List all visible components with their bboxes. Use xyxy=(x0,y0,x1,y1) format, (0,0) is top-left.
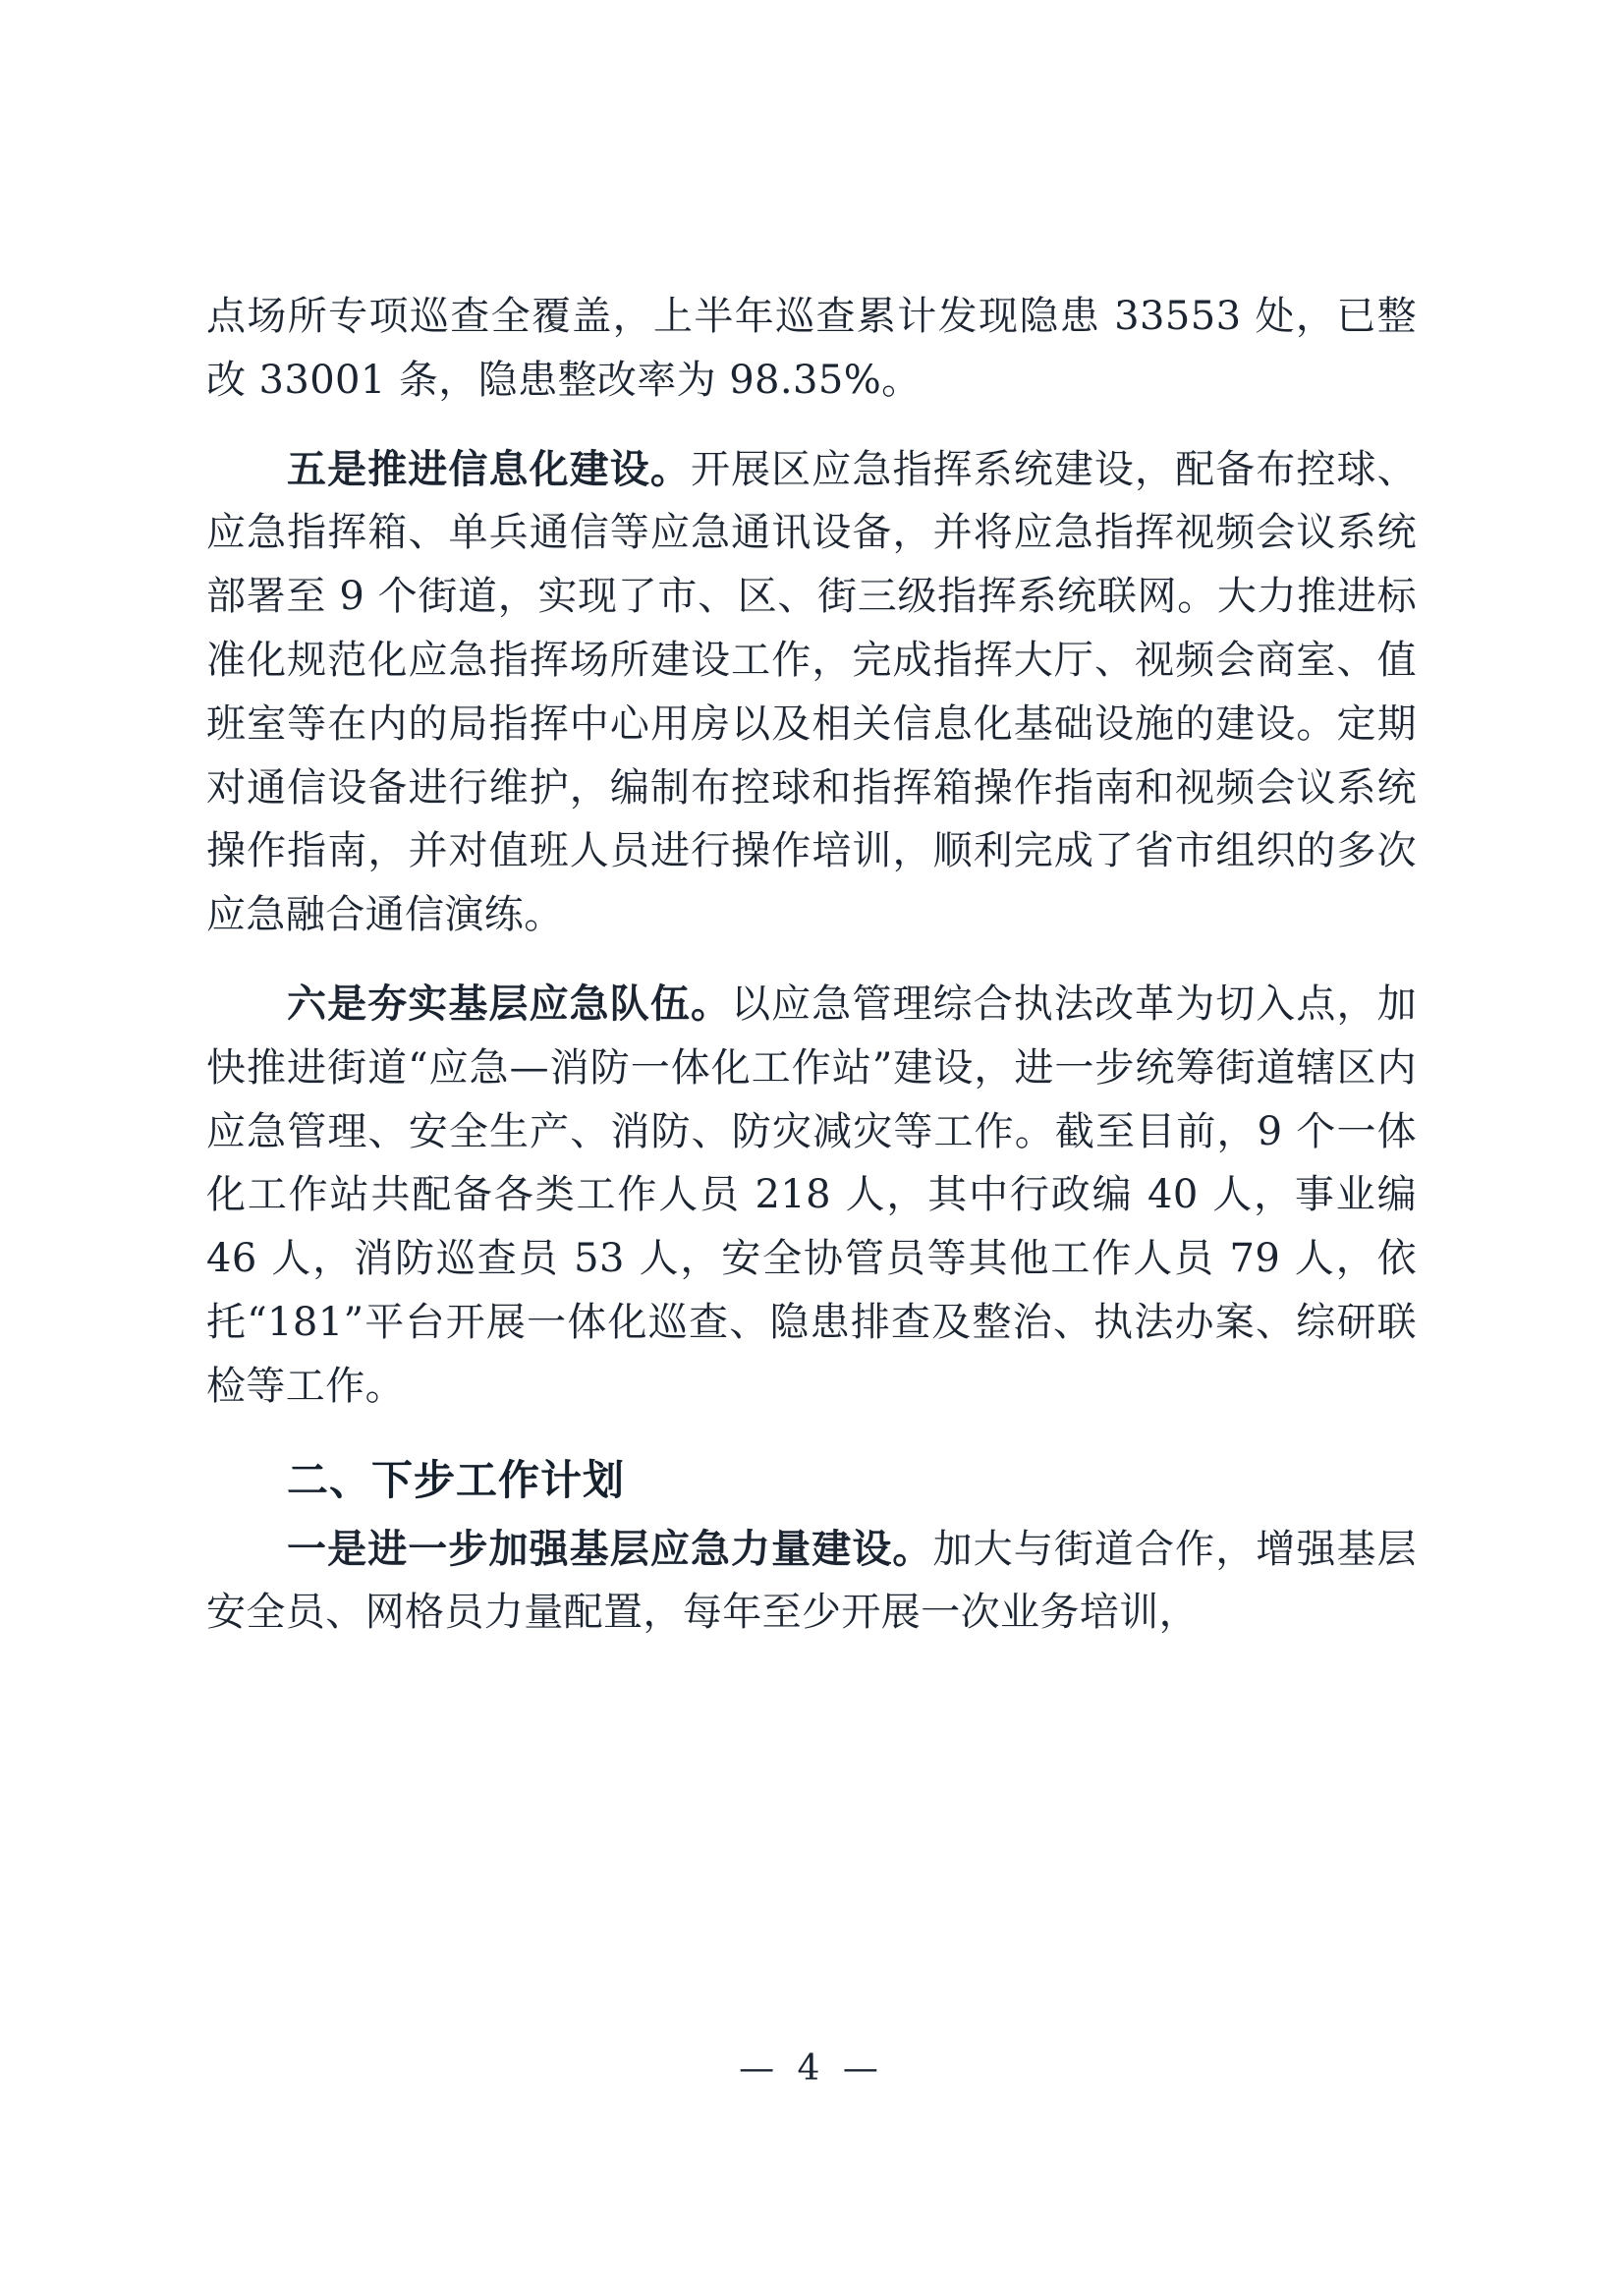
paragraph-text: 以应急管理综合执法改革为切入点，加快推进街道“应急—消防一体化工作站”建设，进一步统筹街道辖区内应急管理、安全生产、消防、防灾减灾等工作。截至目前，9 个一体化工作站共配备各类工作人员 218 人，其中行政编 40 人，事业编 46 人，消防巡查员 53 人，安全协管员等其他工作人员 79 人，依托“181”平台开展一体化巡查、隐患排查及整治、执法办案、综研联检等工作。 xyxy=(206,980,1417,1409)
paragraph-text: 点场所专项巡查全覆盖，上半年巡查累计发现隐患 33553 处，已整改 33001 条，隐患整改率为 98.35%。 xyxy=(206,294,1417,403)
page-body xyxy=(206,285,1417,1645)
page-number: — 4 — xyxy=(739,2048,884,2089)
paragraph-lead: 五是推进信息化建设。 xyxy=(287,445,691,492)
paragraph-item-six xyxy=(206,973,1417,1419)
paragraph-text: 开展区应急指挥系统建设，配备布控球、应急指挥箱、单兵通信等应急通讯设备，并将应急指挥视频会议系统部署至 9 个街道，实现了市、区、街三级指挥系统联网。大力推进标准化规范化应急指挥场所建设工作，完成指挥大厅、视频会商室、值班室等在内的局指挥中心用房以及相关信息化基础设施的建设。定期对通信设备进行维护，编制布控球和指挥箱操作指南和视频会议系统操作指南，并对值班人员进行操作培训，顺利完成了省市组织的多次应急融合通信演练。 xyxy=(206,446,1418,938)
paragraph-item-five xyxy=(206,438,1417,947)
paragraph-continued xyxy=(206,285,1417,413)
paragraph-text: 加大与街道合作，增强基层安全员、网格员力量配置，每年至少开展一次业务培训， xyxy=(206,1526,1417,1636)
paragraph-lead: 一是进一步加强基层应急力量建设。 xyxy=(287,1525,933,1572)
paragraph-plan-one xyxy=(206,1518,1417,1646)
section-heading: 二、下步工作计划 xyxy=(287,1455,626,1504)
paragraph-lead: 六是夯实基层应急队伍。 xyxy=(287,980,732,1027)
